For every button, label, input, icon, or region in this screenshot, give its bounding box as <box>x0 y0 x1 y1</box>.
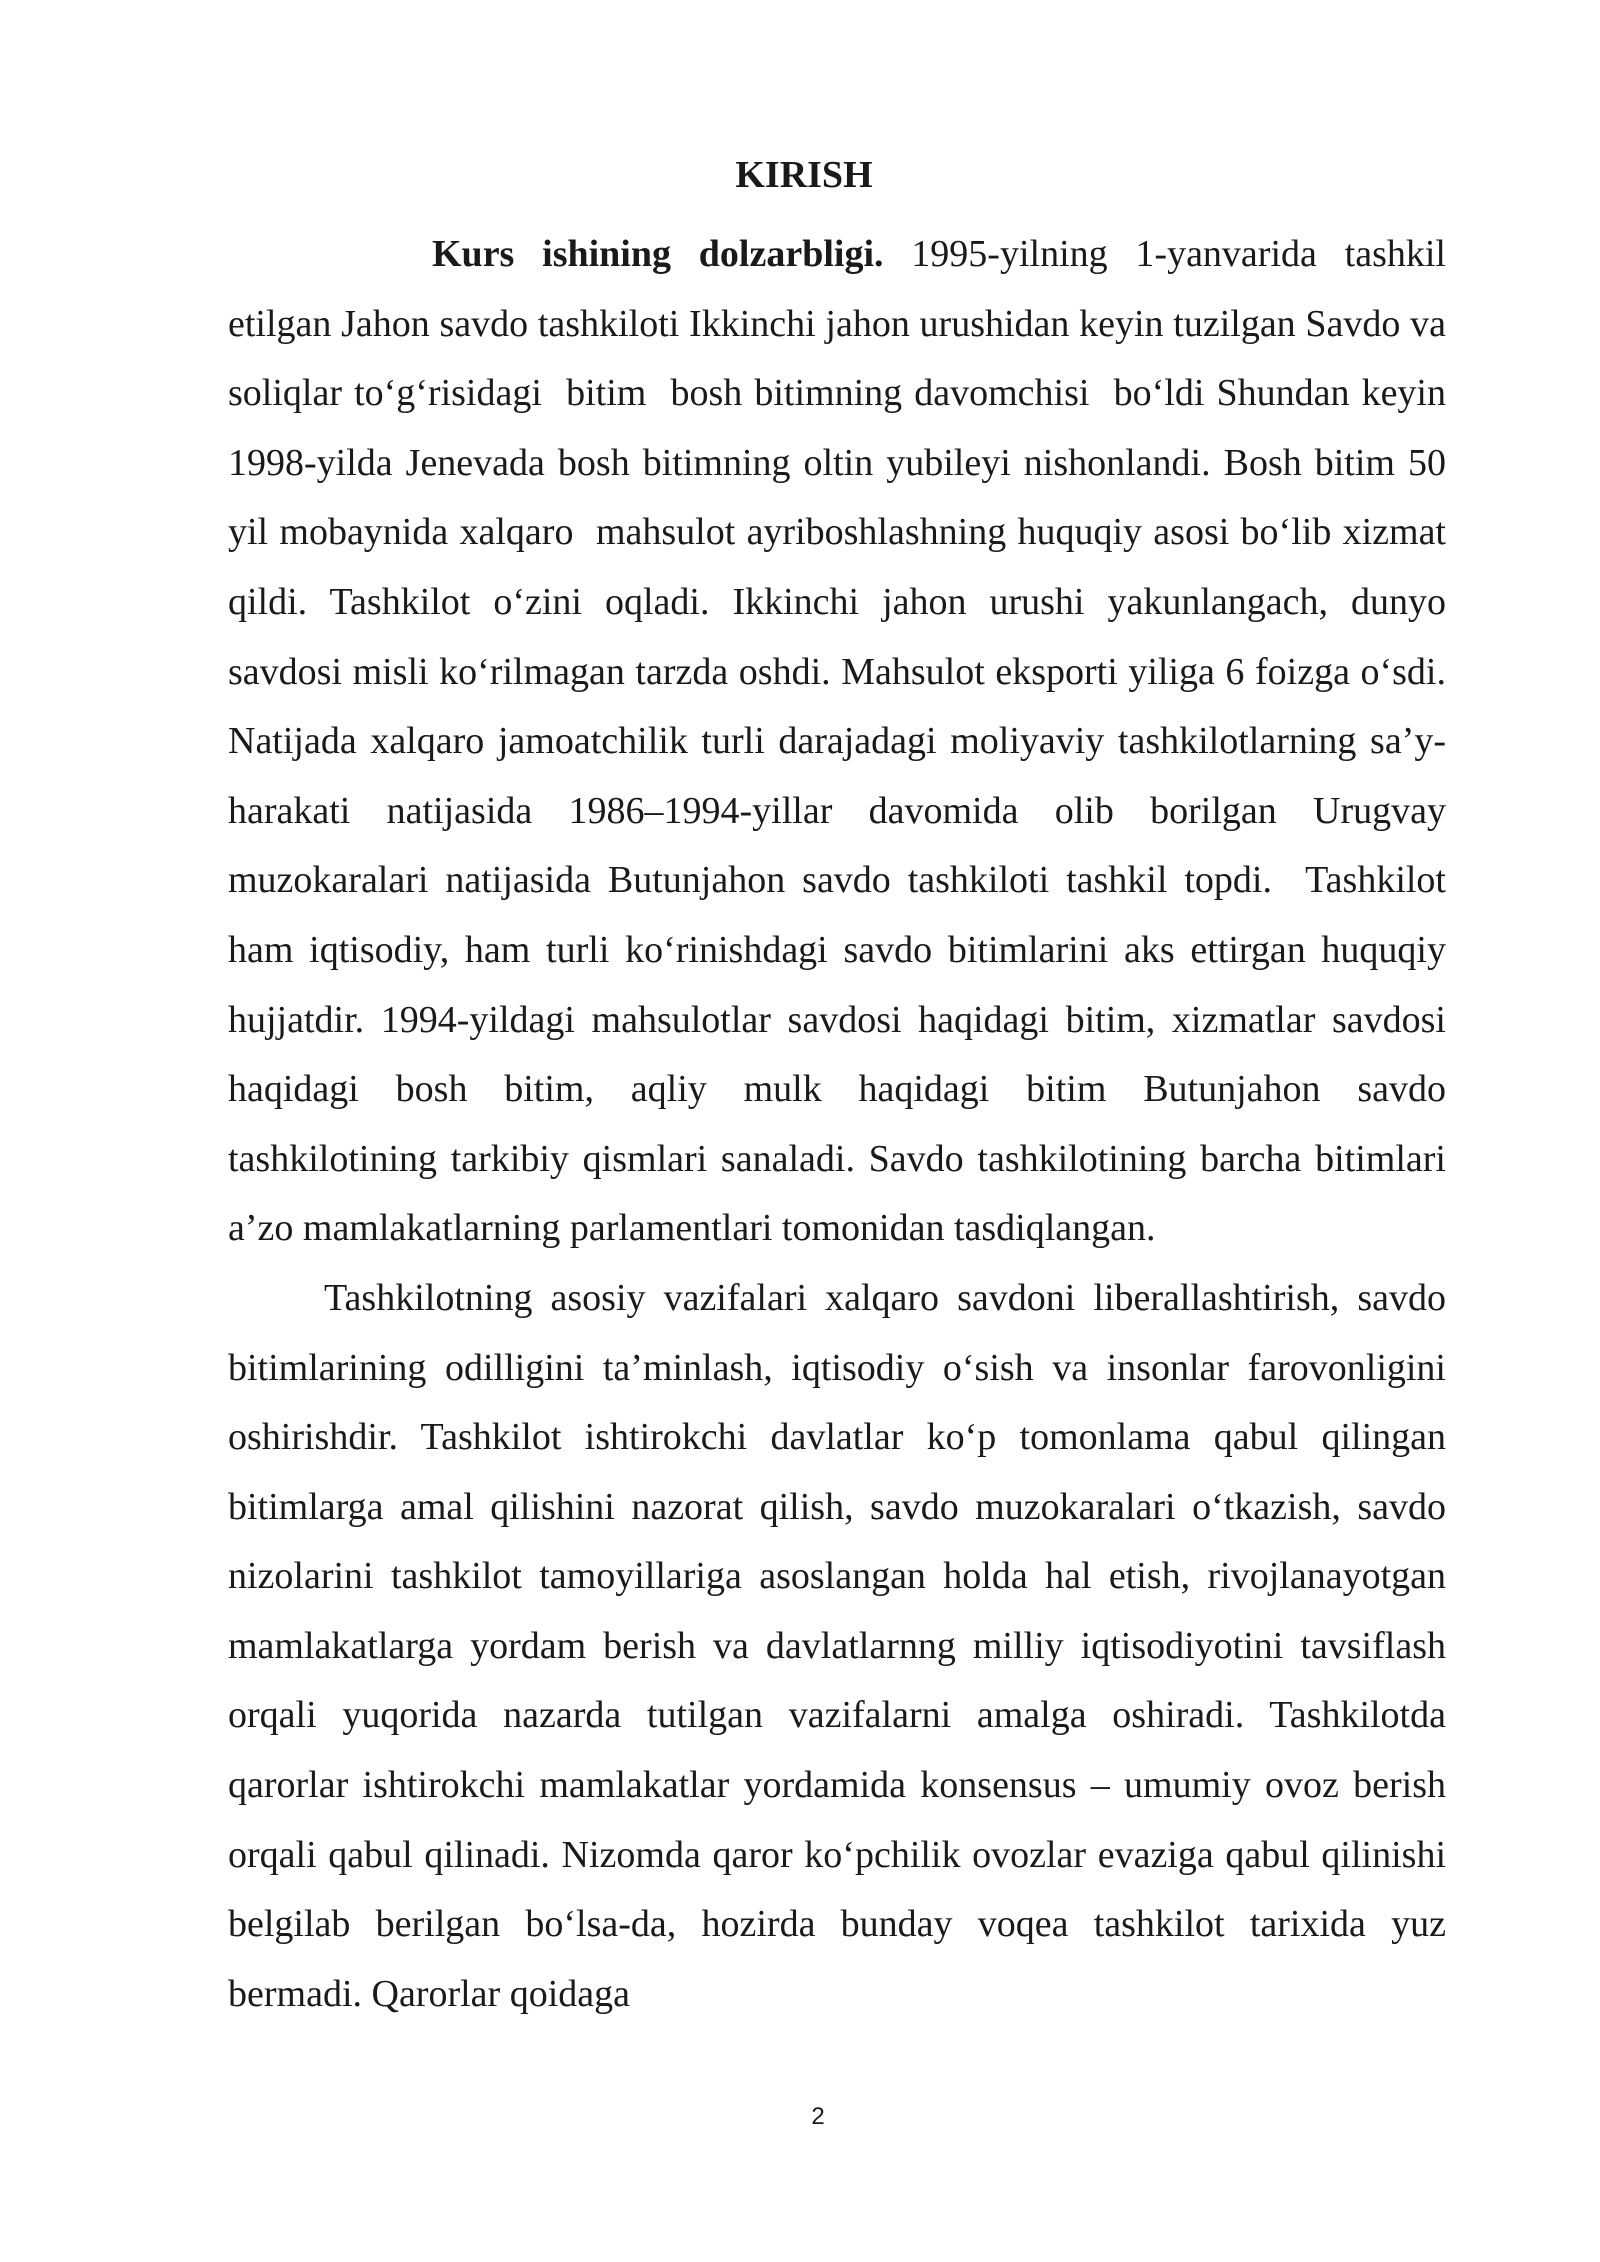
page-number: 2 <box>811 2103 825 2130</box>
paragraph-lead: Kurs ishining dolzarbligi. <box>432 233 884 275</box>
paragraph-text: 1995-yilning 1-yanvarida tashkil etilgan Jahon savdo tashkiloti Ikkinchi jahon urushidan keyin tuzilgan Savdo va soliqlar to‘g‘risidagi bitim bosh bitimning davomchisi bo‘ldi Shundan keyin 1998-yilda Jenevada bosh bitimning oltin yubileyi nishonlandi. Bosh bitim 50 yil mobaynida xalqaro mahsulot ayriboshlashning huquqiy asosi bo‘lib xizmat qildi. Tashkilot o‘zini oqladi. Ikkinchi jahon urushi yakunlangach, dunyo savdosi misli ko‘rilmagan tarzda oshdi. Mahsulot eksporti yiliga 6 foizga o‘sdi. Natijada xalqaro jamoatchilik turli darajadagi moliyaviy tashkilotlarning sa’y-harakati natijasida 1986–1994-yillar davomida olib borilgan Urugvay muzokaralari natijasida Butunjahon savdo tashkiloti tashkil topdi. Tashkilot ham iqtisodiy, ham turli ko‘rinishdagi savdo bitimlarini aks ettirgan huquqiy hujjatdir. 1994-yildagi mahsulotlar savdosi haqidagi bitim, xizmatlar savdosi haqidagi bosh bitim, aqliy mulk haqidagi bitim Butunjahon savdo tashkilotining tarkibiy qismlari sanaladi. Savdo tashkilotining barcha bitimlari a’zo mamlakatlarning parlamentlari tomonidan tasdiqlangan. <box>228 233 1456 1250</box>
paragraph-text: Tashkilotning asosiy vazifalari xalqaro savdoni liberallashtirish, savdo bitimlarining odilligini ta’minlash, iqtisodiy o‘sish va insonlar farovonligini oshirishdir. Tashkilot ishtirokchi davlatlar ko‘p tomonlama qabul qilingan bitimlarga amal qilishini nazorat qilish, savdo muzokaralari o‘tkazish, savdo nizolarini tashkilot tamoyillariga asoslangan holda hal etish, rivojlanayotgan mamlakatlarga yordam berish va davlatlarnng milliy iqtisodiyotini tavsiflash orqali yuqorida nazarda tutilgan vazifalarni amalga oshiradi. Tashkilotda qarorlar ishtirokchi mamlakatlar yordamida konsensus – umumiy ovoz berish orqali qabul qilinadi. Nizomda qaror ko‘pchilik ovozlar evaziga qabul qilinishi belgilab berilgan bo‘lsa-da, hozirda bunday voqea tashkilot tarixida yuz bermadi. Qarorlar qoidaga <box>228 1276 1456 2015</box>
paragraph-dolzarblik <box>228 220 1456 1264</box>
body-text <box>228 220 1456 2029</box>
section-heading: KIRISH <box>735 154 873 196</box>
paragraph-vazifalar <box>228 1264 1456 2030</box>
